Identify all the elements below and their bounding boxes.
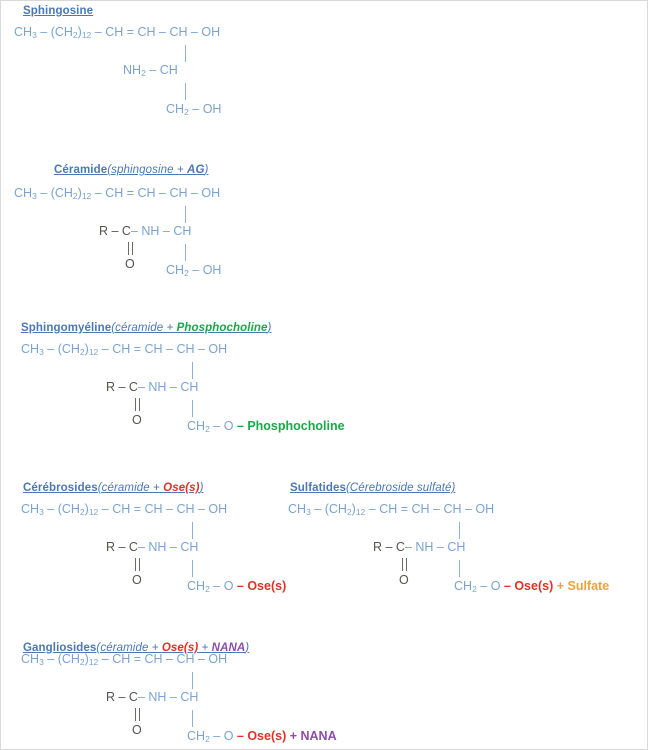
sphingosine-tail [166, 102, 221, 119]
bond-vertical [185, 45, 186, 62]
title-text: Cérébrosides [23, 482, 98, 494]
bond-vertical [185, 244, 186, 261]
sphingomyeline-amide [106, 380, 198, 394]
formula-sub: 2 [79, 657, 85, 667]
formula-sub: 3 [32, 30, 37, 40]
formula-text: – (CH [43, 652, 80, 666]
bond-double-right [406, 558, 407, 571]
bond-vertical [459, 522, 460, 539]
sulfatides-carbonyl-oxygen: O [399, 573, 409, 587]
bond-vertical [185, 83, 186, 100]
formula-text-dark: R – C [99, 224, 131, 238]
structure-cerebrosides [23, 481, 204, 495]
cerebrosides-tail [187, 579, 286, 596]
formula-sub: 2 [72, 30, 78, 40]
formula-sub: 2 [205, 584, 210, 594]
formula-text: – CH = CH – CH – OH [98, 342, 228, 356]
bond-double-left [128, 242, 129, 255]
title-subtitle-mid: + [198, 642, 212, 654]
formula-dash: – [236, 579, 248, 593]
formula-sub: 2 [205, 734, 210, 744]
formula-text: – OH [188, 263, 222, 277]
formula-sub: 3 [32, 191, 37, 201]
formula-text: CH [187, 579, 206, 593]
sphingomyeline-carbonyl-oxygen: O [132, 413, 142, 427]
title-text: Sulfatides [290, 482, 346, 494]
formula-text: – (CH [36, 186, 73, 200]
formula-text: ) [351, 502, 356, 516]
formula-text: CH [21, 342, 40, 356]
formula-text: – CH = CH – CH – OH [98, 652, 228, 666]
title-text: Gangliosides [23, 642, 97, 654]
bond-vertical [192, 400, 193, 417]
formula-text: – (CH [36, 25, 73, 39]
title-subtitle: (céramide + [111, 322, 177, 334]
formula-text: ) [84, 342, 89, 356]
ceramide-tail [166, 263, 221, 280]
formula-text: NH [123, 63, 142, 77]
formula-sub: 2 [184, 107, 189, 117]
formula-text: CH [21, 502, 40, 516]
title-text: Céramide [54, 164, 108, 176]
formula-sub: 12 [81, 30, 92, 40]
formula-sub: 2 [472, 584, 477, 594]
formula-text: ) [77, 25, 82, 39]
ceramide-carbonyl-oxygen: O [125, 257, 135, 271]
bond-vertical [192, 560, 193, 577]
bond-vertical [192, 710, 193, 727]
title-subtitle-accent: AG [187, 164, 205, 176]
gangliosides-carbonyl-oxygen: O [132, 723, 142, 737]
bond-double-right [139, 398, 140, 411]
title-subtitle: (céramide + [97, 482, 164, 494]
title-subtitle-close: ) [267, 322, 272, 334]
tail-group-ose: Ose(s) [247, 579, 287, 593]
formula-sub: 12 [355, 507, 366, 517]
formula-text: – CH = CH – CH – OH [98, 502, 228, 516]
formula-text: – NH – CH [137, 380, 199, 394]
formula-text: CH [21, 652, 40, 666]
title-subtitle-accent: Ose(s) [161, 642, 199, 654]
formula-text-dark: R – C [106, 540, 138, 554]
structure-sphingosine [23, 4, 93, 18]
sphingosine-backbone [14, 25, 220, 42]
formula-text: CH [288, 502, 307, 516]
sulfatides-tail [454, 579, 609, 596]
formula-sub: 2 [346, 507, 352, 517]
formula-text-dark: R – C [106, 690, 138, 704]
sulfatides-backbone [288, 502, 494, 519]
structure-title-sulfatides [290, 481, 455, 495]
title-subtitle-close: ) [204, 164, 209, 176]
ceramide-amide [99, 224, 191, 238]
formula-sub: 3 [39, 657, 44, 667]
formula-text: CH [187, 419, 206, 433]
structure-sulfatides [290, 481, 455, 495]
formula-text-dark: R – C [106, 380, 138, 394]
formula-dash: – [503, 579, 515, 593]
formula-text: – CH = CH – CH – OH [91, 186, 221, 200]
formula-text: – (CH [43, 502, 80, 516]
structure-title-cerebrosides [23, 481, 204, 495]
formula-text: – O [209, 579, 237, 593]
formula-text: – NH – CH [137, 540, 199, 554]
bond-double-right [132, 242, 133, 255]
structure-sphingomyeline [21, 321, 271, 335]
cerebrosides-carbonyl-oxygen: O [132, 573, 142, 587]
formula-sub: 3 [39, 507, 44, 517]
sphingomyeline-backbone [21, 342, 227, 359]
formula-text: – CH = CH – CH – OH [91, 25, 221, 39]
title-subtitle: (Cérebroside sulfaté) [345, 482, 456, 494]
title-subtitle-accent: Phosphocholine [176, 322, 268, 334]
formula-sub: 2 [205, 424, 210, 434]
formula-text: CH [187, 729, 206, 743]
formula-text-dark: R – C [373, 540, 405, 554]
formula-sub: 3 [306, 507, 311, 517]
formula-text: – O [476, 579, 504, 593]
title-text: Sphingomyéline [21, 322, 112, 334]
title-subtitle-close: ) [199, 482, 204, 494]
formula-text: – NH – CH [404, 540, 466, 554]
tail-group-nana: + NANA [289, 729, 337, 743]
tail-group-ose: Ose(s) [514, 579, 554, 593]
formula-text: – (CH [43, 342, 80, 356]
formula-sub: 2 [72, 191, 78, 201]
formula-sub: 2 [141, 68, 146, 78]
bond-vertical [459, 560, 460, 577]
formula-text: CH [454, 579, 473, 593]
formula-text: – CH = CH – CH – OH [365, 502, 495, 516]
title-text: Sphingosine [23, 5, 94, 17]
formula-text: ) [84, 652, 89, 666]
formula-dash: – [236, 419, 248, 433]
sphingomyeline-tail [187, 419, 345, 436]
bond-double-right [139, 558, 140, 571]
bond-double-left [135, 398, 136, 411]
title-subtitle-close: ) [245, 642, 250, 654]
bond-vertical [192, 672, 193, 689]
formula-text: – CH [145, 63, 178, 77]
tail-group-sulfate: + Sulfate [556, 579, 610, 593]
structure-title-sphingosine [23, 4, 93, 18]
formula-sub: 12 [88, 657, 99, 667]
formula-sub: 2 [79, 347, 85, 357]
structure-title-ceramide [54, 163, 208, 177]
bond-vertical [185, 206, 186, 223]
bond-vertical [192, 362, 193, 379]
formula-text: CH [14, 25, 33, 39]
bond-double-left [402, 558, 403, 571]
sulfatides-amide [373, 540, 465, 554]
title-subtitle: (sphingosine + [107, 164, 188, 176]
formula-sub: 12 [88, 507, 99, 517]
cerebrosides-backbone [21, 502, 227, 519]
title-subtitle-accent2: NANA [211, 642, 246, 654]
sphingosine-amine [123, 63, 178, 80]
bond-double-left [135, 708, 136, 721]
gangliosides-tail [187, 729, 337, 746]
formula-text: CH [166, 102, 185, 116]
tail-group-phosphocholine: Phosphocholine [247, 419, 345, 433]
cerebrosides-amide [106, 540, 198, 554]
formula-text: – NH – CH [130, 224, 192, 238]
gangliosides-backbone [21, 652, 227, 669]
formula-text: – (CH [310, 502, 347, 516]
title-subtitle-accent: Ose(s) [163, 482, 200, 494]
formula-text: ) [77, 186, 82, 200]
structure-title-sphingomyeline [21, 321, 271, 335]
formula-sub: 2 [79, 507, 85, 517]
structure-ceramide [54, 163, 208, 177]
formula-text: CH [14, 186, 33, 200]
formula-sub: 3 [39, 347, 44, 357]
formula-dash: – [236, 729, 248, 743]
title-subtitle: (céramide + [96, 642, 162, 654]
formula-sub: 12 [81, 191, 92, 201]
formula-text: – O [209, 419, 237, 433]
gangliosides-amide [106, 690, 198, 704]
formula-text: CH [166, 263, 185, 277]
formula-text: – O [209, 729, 237, 743]
tail-group-ose: Ose(s) [247, 729, 287, 743]
bond-vertical [192, 522, 193, 539]
formula-text: – OH [188, 102, 222, 116]
formula-text: ) [84, 502, 89, 516]
formula-text: – NH – CH [137, 690, 199, 704]
bond-double-right [139, 708, 140, 721]
ceramide-backbone [14, 186, 220, 203]
bond-double-left [135, 558, 136, 571]
formula-sub: 12 [88, 347, 99, 357]
formula-sub: 2 [184, 268, 189, 278]
